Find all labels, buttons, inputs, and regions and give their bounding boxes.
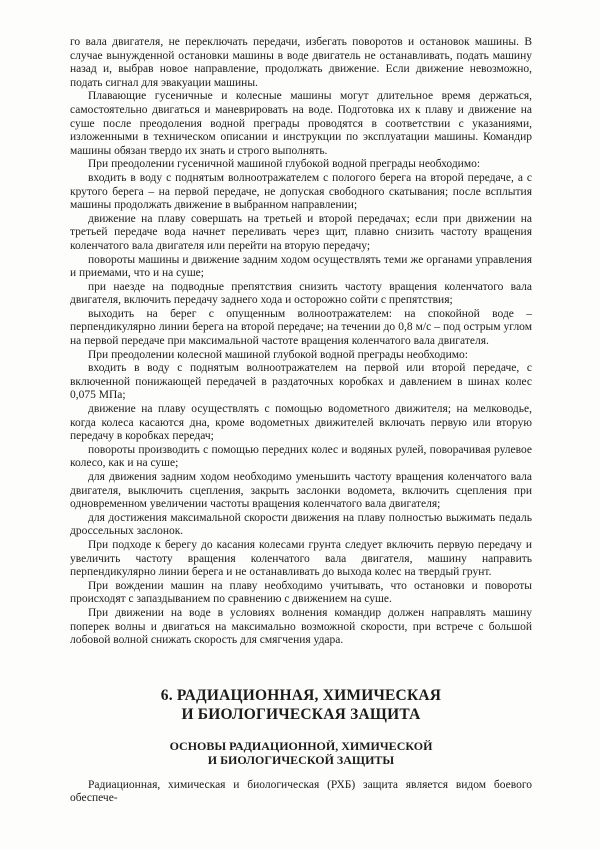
body-paragraph: При движении на воде в условиях волнения командир должен направлять машину поперек волны и двигаться на максимально возможной скорости, при встрече с большой лобовой волной снижать скорость для смягчения удара. bbox=[70, 606, 532, 647]
body-paragraph: движение на плаву совершать на третьей и второй передачах; если при движении на третьей передаче вода начнет переливать через щит, плавно снизить частоту вращения коленчатого вала двигателя или перейти на вторую передачу; bbox=[70, 212, 532, 252]
body-paragraph: для движения задним ходом необходимо уменьшить частоту вращения коленчатого вала двигателя, выключить сцепления, закрыть заслонки водомета, включить сцепления при одновременном увеличении частоты вращения коленчатого вала двигателя; bbox=[70, 471, 532, 511]
body-paragraph: го вала двигателя, не переключать передачи, избегать поворотов и остановок машины. В случае вынужденной остановки машины в воде двигатель не останавливать, подать машину назад и, выбрав новое направление, продолжать движение. Если движение невозможно, подать сигнал для эвакуации машины. bbox=[70, 36, 532, 89]
body-paragraph: При вождении машин на плаву необходимо учитывать, что остановки и повороты происходят с запаздыванием по сравнению с движением на суше. bbox=[70, 579, 532, 606]
body-paragraph: При подходе к берегу до касания колесами грунта следует включить первую передачу и увеличить частоту вращения коленчатого вала двигателя, машину направить перпендикулярно линии берега и не останавливать до выхода колес на твердый грунт. bbox=[70, 538, 532, 579]
section-heading-line2: И БИОЛОГИЧЕСКОЙ ЗАЩИТЫ bbox=[207, 753, 395, 768]
body-paragraph: повороты машины и движение задним ходом осуществлять теми же органами управления и приемами, что и на суше; bbox=[70, 253, 532, 280]
body-paragraph: движение на плаву осуществлять с помощью водометного движителя; на мелководье, когда колеса касаются дна, кроме водометных движителей включать первую или вторую передачу в коробках передач; bbox=[70, 403, 532, 443]
body-paragraph: для достижения максимальной скорости движения на плаву полностью выжимать педаль дроссельных заслонок. bbox=[70, 511, 532, 538]
body-paragraph: повороты производить с помощью передних колес и водяных рулей, поворачивая рулевое колесо, как и на суше; bbox=[70, 443, 532, 470]
body-paragraph: Плавающие гусеничные и колесные машины могут длительное время держаться, самостоятельно двигаться и маневрировать на воде. Подготовка их к плаву и движение на суше после преодоления водной преграды проводятся в соответствии с указаниями, изложенными в техническом описании и инструкции по эксплуатации машины. Командир машины обязан твердо их знать и строго выполнять. bbox=[70, 90, 532, 157]
chapter-heading-line2: И БИОЛОГИЧЕСКАЯ ЗАЩИТА bbox=[181, 705, 421, 723]
body-paragraph: При преодолении колесной машиной глубокой водной преграды необходимо: bbox=[88, 348, 468, 361]
body-paragraph: при наезде на подводные препятствия снизить частоту вращения коленчатого вала двигателя, включить передачу заднего хода и осторожно сойти с препятствия; bbox=[70, 280, 532, 307]
section-heading bbox=[70, 739, 532, 768]
closing-paragraph: Радиационная, химическая и биологическая (РХБ) защита является видом боевого обеспече- bbox=[70, 778, 532, 805]
chapter-heading bbox=[70, 686, 532, 724]
chapter-heading-line1: 6. РАДИАЦИОННАЯ, ХИМИЧЕСКАЯ bbox=[160, 686, 442, 704]
body-paragraph: выходить на берег с опущенным волноотражателем: на спокойной воде – перпендикулярно линии берега на второй передаче; на течении до 0,8 м/с – под острым углом на первой передаче при максимальной частоте вращения коленчатого вала двигателя. bbox=[70, 307, 532, 348]
body-paragraph: входить в воду с поднятым волноотражателем на первой или второй передаче, с включенной понижающей передачей в раздаточных коробках и давлением в шинах колес 0,075 МПа; bbox=[70, 362, 532, 402]
body-paragraph: входить в воду с поднятым волноотражателем с пологого берега на второй передаче, а с крутого берега – на первой передаче, не допуская свободного скатывания; после всплытия машины продолжать движение в выбранном направлении; bbox=[70, 171, 532, 212]
body-text-block bbox=[70, 36, 532, 648]
body-paragraph: При преодолении гусеничной машиной глубокой водной преграды необходимо: bbox=[88, 158, 481, 171]
section-heading-line1: ОСНОВЫ РАДИАЦИОННОЙ, ХИМИЧЕСКОЙ bbox=[169, 738, 433, 753]
